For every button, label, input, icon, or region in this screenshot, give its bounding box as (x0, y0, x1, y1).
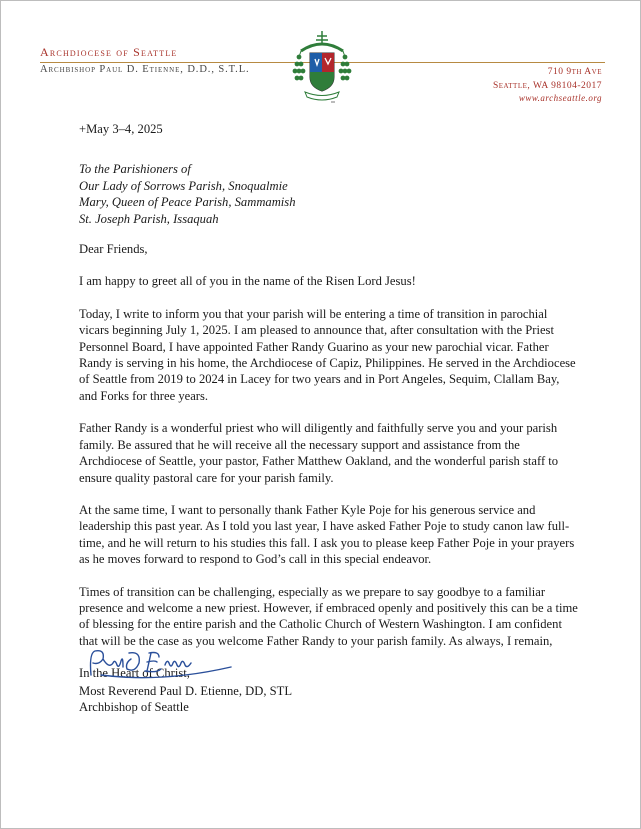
address-line: Mary, Queen of Peace Parish, Sammamish (79, 195, 296, 210)
letter-body (79, 121, 579, 698)
address-line: St. Joseph Parish, Issaquah (79, 211, 219, 226)
paragraph: At the same time, I want to personally thank Father Kyle Poje for his generous service and leadership this past year. As I told you last year, I have asked Father Poje to study canon law full-time, and he will return to his studies this fall. I ask you to please keep Father Poje in your prayers as he moves forward to respond to God’s call in this special endeavor. (79, 502, 575, 567)
closing: In the Heart of Christ, (79, 666, 190, 681)
letter-date: +May 3–4, 2025 (79, 122, 163, 136)
coat-of-arms-icon (291, 29, 353, 107)
address-line: Our Lady of Sorrows Parish, Snoqualmie (79, 178, 288, 193)
letterhead-person: Archbishop Paul D. Etienne, D.D., S.T.L. (40, 64, 250, 75)
paragraph: Father Randy is a wonderful priest who will diligently and faithfully serve you and your parish family. Be assured that he will receive all the necessary support and assistance from the Archdiocese of Seattle, your pastor, Father Matthew Oakland, and the wonderful parish staff to ensure quality pastoral care for your parish family. (79, 421, 559, 485)
signer-block (79, 683, 292, 716)
signature-image (81, 645, 241, 681)
paragraph: I am happy to greet all of you in the name of the Risen Lord Jesus! (79, 274, 416, 289)
address-line: To the Parishioners of (79, 162, 191, 177)
letterhead-address-line1: 710 9th Ave (547, 67, 602, 77)
paragraph: Times of transition can be challenging, especially as we prepare to say goodbye to a familiar presence and welcome a new priest. However, if embraced openly and positively this can be a time of blessing for the entire parish and the Catholic Church of Western Washington. I am confident that will be the case as you welcome Father Randy to your parish family. As always, I remain, (79, 584, 578, 648)
paragraph: Today, I write to inform you that your parish will be entering a time of transition in parochial vicars beginning July 1, 2025. I am pleased to announce that, after consultation with the Priest Personnel Board, I have appointed Father Randy Guarino as your new parochial vicar. Father Randy is serving in his home, the Archdiocese of Capiz, Philippines. He served in the Archdiocese of Seattle from 2019 to 2024 in Lacey for two years and in Port Angeles, Sequim, Clallam Bay, and Forks for three years. (79, 306, 576, 403)
signer-title: Archbishop of Seattle (79, 700, 189, 715)
salutation: Dear Friends, (79, 242, 148, 257)
letterhead-website[interactable]: www.archseattle.org (518, 93, 602, 103)
letterhead-org: Archdiocese of Seattle (40, 45, 178, 59)
recipient-address (79, 161, 579, 227)
signer-name: Most Reverend Paul D. Etienne, DD, STL (79, 684, 293, 698)
letterhead-address-line2: Seattle, WA 98104-2017 (492, 81, 602, 91)
